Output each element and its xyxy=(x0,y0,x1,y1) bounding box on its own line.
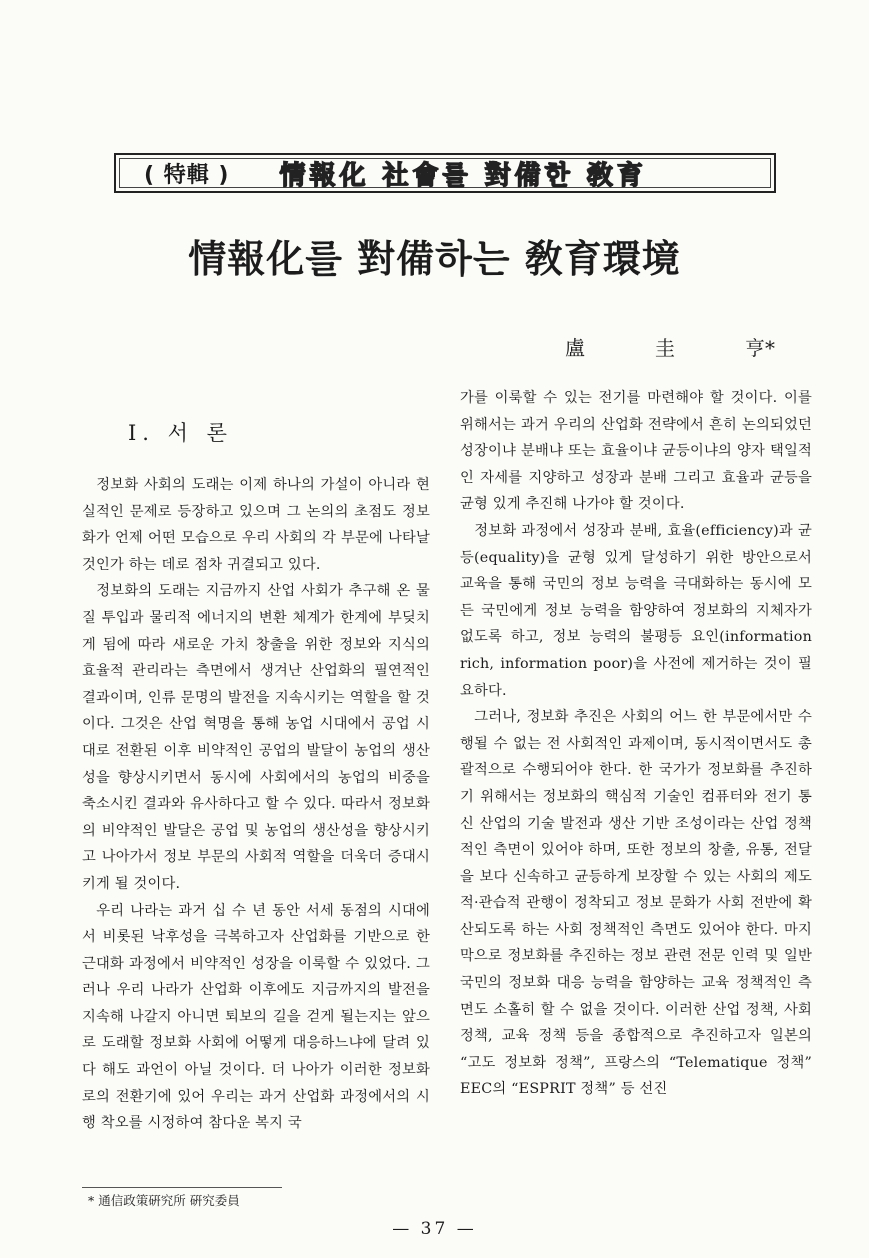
author-char: 圭 xyxy=(655,336,675,360)
footnote-rule xyxy=(82,1187,282,1188)
banner-title: 情報化 社會를 對備한 敎育 xyxy=(279,160,647,191)
paragraph: 그러나, 정보화 추진은 사회의 어느 한 부문에서만 수행될 수 없는 전 사회적인 과제이며, 동시적이면서도 총괄적으로 수행되어야 한다. 한 국가가 정보화를 추진하기 위해서는 정보화의 핵심적 기술인 컴퓨터와 전기 통신 산업의 기술 발전과 생산 기반 조성이라는 산업 정책적인 측면이 있어야 하며, 또한 정보의 창출, 유통, 전달을 보다 신속하고 균등하게 보장할 수 있는 사회의 제도적·관습적 관행이 정착되고 정보 문화가 사회 전반에 확산되도록 하는 사회 정책적인 측면도 있어야 한다. 마지막으로 정보화를 추진하는 정보 관련 전문 인력 및 일반 국민의 정보화 대응 능력을 함양하는 교육 정책적인 측면도 소홀히 할 수 없을 것이다. 이러한 산업 정책, 사회 정책, 교육 정책 등을 종합적으로 추진하고자 일본의 “고도 정보화 정책”, 프랑스의 “Telematique 정책” EEC의 “ESPRIT 정책” 등 선진 xyxy=(460,709,812,1098)
author-char: 亨* xyxy=(745,336,775,360)
paragraph: 가를 이룩할 수 있는 전기를 마련해야 할 것이다. 이를 위해서는 과거 우리의 산업화 전략에서 흔히 논의되었던 성장이냐 분배냐 또는 효율이냐 균등이냐의 양자 택일적인 자세를 지양하고 성장과 분배 그리고 효율과 균등을 균형 있게 추진해 나가야 할 것이다. xyxy=(460,390,812,513)
article-title: 情報化를 對備하는 敎育環境 xyxy=(188,236,681,281)
section-heading: I. 서 론 xyxy=(128,421,233,445)
author-char: 盧 xyxy=(565,336,585,360)
paragraph: 정보화 과정에서 성장과 분배, 효율(efficiency)과 균등(equality)을 균형 있게 달성하기 위한 방안으로서 교육을 통해 국민의 정보 능력을 극대화하는 동시에 모든 국민에게 정보 능력을 함양하여 정보화의 지체자가 없도록 하고, 정보 능력의 불평등 요인(information rich, information poor)을 사전에 제거하는 것이 필요하다. xyxy=(460,522,812,699)
banner-tag: ( 特輯 ) xyxy=(144,162,230,188)
paragraph: 정보화의 도래는 지금까지 산업 사회가 추구해 온 물질 투입과 물리적 에너지의 변환 체계가 한계에 부딪치게 됨에 따라 새로운 가치 창출을 위한 정보와 지식의 효율적 관리라는 측면에서 생겨난 산업화의 필연적인 결과이며, 인류 문명의 발전을 지속시키는 역할을 할 것이다. 그것은 산업 혁명을 통해 농업 시대에서 공업 시대로 전환된 이후 비약적인 공업의 발달이 농업의 생산성을 향상시키면서 동시에 사회에서의 농업의 비중을 축소시킨 결과와 유사하다고 할 수 있다. 따라서 정보화의 비약적인 발달은 공업 및 농업의 생산성을 향상시키고 나아가서 정보 부문의 사회적 역할을 더욱더 증대시키게 될 것이다. xyxy=(82,583,430,892)
footnote: * 通信政策硏究所 硏究委員 xyxy=(88,1193,240,1208)
right-column xyxy=(460,385,812,1103)
author-name xyxy=(565,332,775,361)
left-column xyxy=(82,472,430,1137)
paragraph: 우리 나라는 과거 십 수 년 동안 서세 동점의 시대에서 비롯된 낙후성을 극복하고자 산업화를 기반으로 한 근대화 과정에서 비약적인 성장을 이룩할 수 있었다. 그러나 우리 나라가 산업화 이후에도 지금까지의 발전을 지속해 나갈지 아니면 퇴보의 길을 걷게 될는지는 앞으로 도래할 정보화 사회에 어떻게 대응하느냐에 달려 있다 해도 과언이 아닐 것이다. 더 나아가 이러한 정보화로의 전환기에 있어 우리는 과거 산업화 과정에서의 시행 착오를 시정하여 참다운 복지 국 xyxy=(82,902,430,1132)
page-number: — 37 — xyxy=(392,1219,477,1239)
paragraph: 정보화 사회의 도래는 이제 하나의 가설이 아니라 현실적인 문제로 등장하고 있으며 그 논의의 초점도 정보화가 언제 어떤 모습으로 우리 사회의 각 부문에 나타날 것인가 하는 데로 점차 귀결되고 있다. xyxy=(82,477,430,573)
special-issue-banner xyxy=(114,153,776,193)
